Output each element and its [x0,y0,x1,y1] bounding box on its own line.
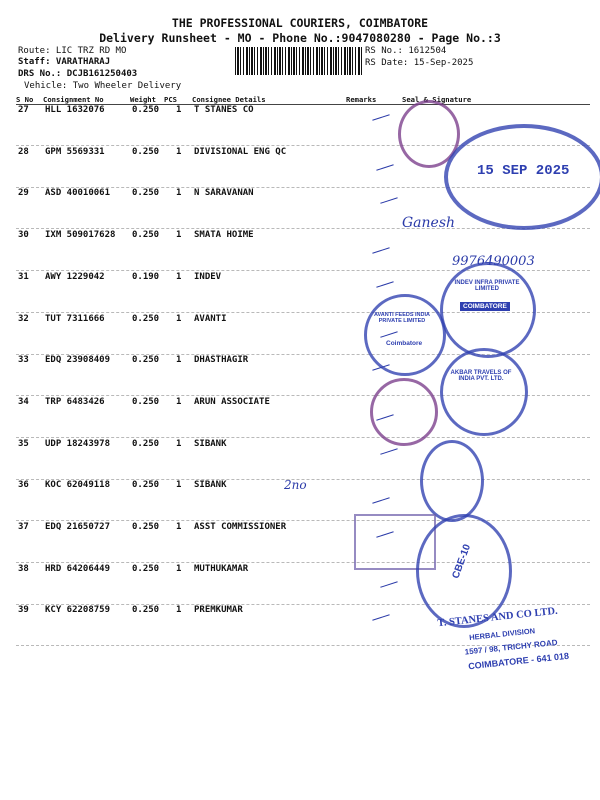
stanes-address: 1597 / 98, TRICHY ROAD [464,637,558,657]
row-sno: 27 [18,105,29,115]
cbe-stamp-text: CBE-10 [450,542,474,581]
company-title: THE PROFESSIONAL COURIERS, COIMBATORE [171,16,429,30]
remark-tick [372,615,389,622]
row-consignee: T STANES CO [194,105,254,115]
remark-tick [372,498,389,505]
row-sno: 31 [18,271,29,282]
remark-tick [380,581,397,588]
remark-tick [380,198,397,205]
row-weight: 0.250 [132,355,160,366]
bank-stamp [420,440,484,522]
row-weight: 0.250 [132,605,160,616]
row-sno: 38 [18,563,29,574]
stanes-stamp [435,598,600,686]
row-weight: 0.250 [132,563,160,574]
purple-round-stamp [370,378,438,446]
row-weight: 0.190 [132,271,160,282]
avanti-stamp-city: Coimbatore [386,340,423,347]
row-pcs: 1 [176,522,182,532]
row-sno: 39 [18,605,29,616]
row-weight: 0.250 [132,188,160,199]
stanes-city: COIMBATORE - 641 018 [467,650,570,672]
remark-tick [376,164,393,171]
handwritten-signature: Ganesh [402,215,456,231]
handwritten-phone: 9976490003 [452,254,535,269]
row-pcs: 1 [176,563,182,574]
col-remarks: Remarks [346,95,377,104]
stanes-name: T. STANES AND CO LTD. [437,605,559,630]
row-consignee: MUTHUKAMAR [194,563,249,574]
col-weight: Weight [130,95,156,104]
indev-stamp-text: INDEV INFRA PRIVATE LIMITED [454,280,520,292]
akbar-stamp-text: AKBAR TRAVELS OF INDIA PVT. LTD. [450,370,512,382]
barcode [235,47,363,75]
runsheet-title: Delivery Runsheet - MO - Phone No.:9047080280 - Page No.:3 [99,31,501,45]
row-pcs: 1 [176,355,182,366]
row-consignee: AVANTI [194,313,227,324]
row-pcs: 1 [176,146,182,157]
row-sno: 37 [18,522,29,532]
row-consignee: PREMKUMAR [194,605,243,616]
col-consignee: Consignee Details [192,95,266,104]
rs-date: RS Date: 15-Sep-2025 [365,58,474,68]
col-seal: Seal & Signature [402,95,472,104]
row-consignment: KCY 62208759 [45,605,111,616]
avanti-stamp [364,294,446,376]
col-sno: S No [16,95,34,104]
row-consignment: HLL 1632076 [45,105,105,115]
row-weight: 0.250 [132,438,160,449]
row-consignment: EDQ 23908409 [45,355,111,366]
row-consignee: DIVISIONAL ENG QC [194,146,287,157]
row-pcs: 1 [176,605,182,616]
row-weight: 0.250 [132,146,160,157]
row-sno: 33 [18,355,29,366]
row-consignment: IXM 509017628 [45,230,116,241]
row-consignment: TUT 7311666 [45,313,105,324]
row-consignee: N SARAVANAN [194,188,254,199]
row-consignee: SIBANK [194,438,227,449]
row-sno: 34 [18,396,29,407]
row-consignee: INDEV [194,271,222,282]
row-consignee: SMATA HOIME [194,230,254,241]
indev-stamp-city: COIMBATORE [460,302,510,311]
col-pcs: PCS [164,95,177,104]
rs-number: RS No.: 1612504 [365,46,447,56]
row-consignment: UDP 18243978 [45,438,111,449]
staff-label: Staff: VARATHARAJ [18,57,111,67]
date-stamp-text: 15 SEP 2025 [477,163,570,179]
row-weight: 0.250 [132,105,160,115]
row-weight: 0.250 [132,396,160,407]
route-label: Route: LIC TRZ RD MO [18,46,127,56]
row-pcs: 1 [176,230,182,241]
akbar-stamp [440,348,528,436]
row-weight: 0.250 [132,522,160,532]
row-pcs: 1 [176,188,182,199]
row-pcs: 1 [176,396,182,407]
row-consignee: DHASTHAGIR [194,355,249,366]
remark-tick [376,281,393,288]
row-consignee: SIBANK [194,480,227,491]
row-consignment: GPM 5569331 [45,146,105,157]
row-weight: 0.250 [132,480,160,491]
row-pcs: 1 [176,480,182,491]
stanes-division: HERBAL DIVISION [468,626,536,643]
row-consignment: TRP 6483426 [45,396,105,407]
row-consignment: KOC 62049118 [45,480,111,491]
row-pcs: 1 [176,105,182,115]
row-sno: 36 [18,480,29,491]
row-consignment: AWY 1229042 [45,271,105,282]
drs-number: DRS No.: DCJB161250403 [18,69,138,79]
row-consignment: HRD 64206449 [45,563,111,574]
row-sno: 35 [18,438,29,449]
handwritten-mark: 2no [284,478,307,492]
row-consignment: ASD 40010061 [45,188,111,199]
row-consignee: ARUN ASSOCIATE [194,396,270,407]
row-sno: 29 [18,188,29,199]
row-weight: 0.250 [132,313,160,324]
row-pcs: 1 [176,313,182,324]
avanti-stamp-text: AVANTI FEEDS INDIA PRIVATE LIMITED [373,312,431,324]
row-weight: 0.250 [132,230,160,241]
remark-tick [372,114,389,121]
row-pcs: 1 [176,438,182,449]
vehicle-label: Vehicle: Two Wheeler Delivery [24,81,182,91]
row-consignment: EDQ 21650727 [45,522,111,532]
row-sno: 32 [18,313,29,324]
row-consignee: ASST COMMISSIONER [194,522,287,532]
col-consignment: Consignment No [43,95,104,104]
row-pcs: 1 [176,271,182,282]
table-row [0,439,600,480]
remark-tick [380,448,397,455]
remark-tick [372,247,389,254]
row-sno: 28 [18,146,29,157]
row-sno: 30 [18,230,29,241]
